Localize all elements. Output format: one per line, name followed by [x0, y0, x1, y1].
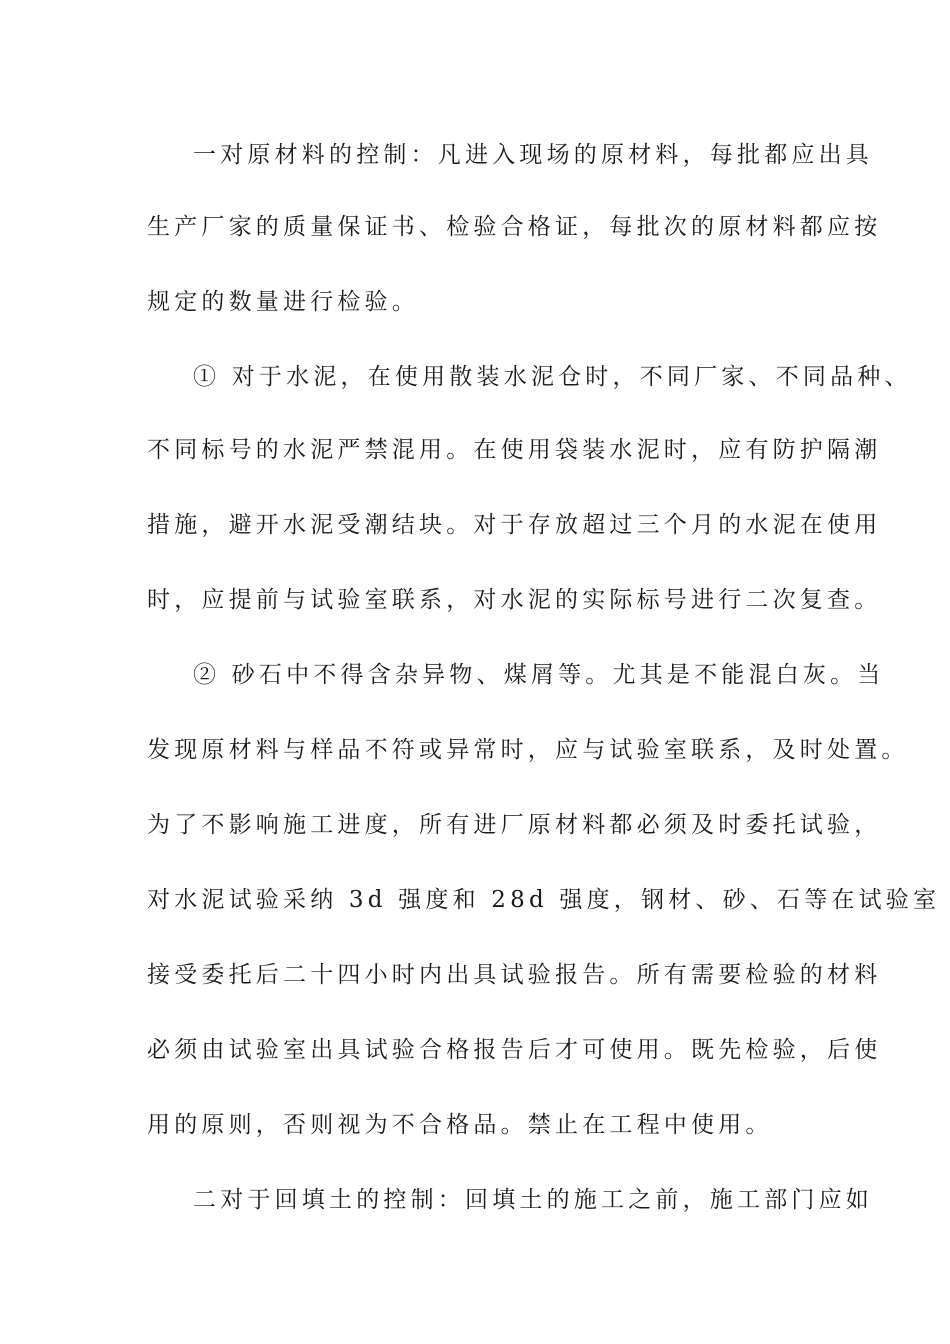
paragraph-1-line-2: 生产厂家的质量保证书、检验合格证，每批次的原材料都应按 — [147, 214, 882, 240]
paragraph-2-line-1: ① 对于水泥，在使用散装水泥仓时，不同厂家、不同品种、 — [193, 364, 912, 390]
paragraph-3-line-1: ② 砂石中不得含杂异物、煤屑等。尤其是不能混白灰。当 — [193, 662, 885, 688]
paragraph-2-line-4: 时，应提前与试验室联系，对水泥的实际标号进行二次复查。 — [147, 587, 882, 613]
paragraph-3-line-6: 必须由试验室出具试验合格报告后才可使用。既先检验，后使 — [147, 1037, 882, 1063]
paragraph-3-line-5: 接受委托后二十四小时内出具试验报告。所有需要检验的材料 — [147, 962, 882, 988]
paragraph-3-line-2: 发现原材料与样品不符或异常时，应与试验室联系，及时处置。 — [147, 737, 909, 763]
paragraph-1-line-3: 规定的数量进行检验。 — [147, 289, 419, 315]
paragraph-1-line-1: 一对原材料的控制：凡进入现场的原材料，每批都应出具 — [193, 142, 873, 168]
paragraph-2-line-3: 措施，避开水泥受潮结块。对于存放超过三个月的水泥在使用 — [147, 512, 882, 538]
paragraph-2-line-2: 不同标号的水泥严禁混用。在使用袋装水泥时，应有防护隔潮 — [147, 437, 882, 463]
paragraph-4-line-1: 二对于回填土的控制：回填土的施工之前，施工部门应如 — [193, 1187, 873, 1213]
paragraph-3-line-7: 用的原则，否则视为不合格品。禁止在工程中使用。 — [147, 1112, 773, 1138]
paragraph-3-line-4: 对水泥试验采纳 3d 强度和 28d 强度，钢材、砂、石等在试验室 — [147, 887, 941, 913]
paragraph-3-line-3: 为了不影响施工进度，所有进厂原材料都必须及时委托试验， — [147, 812, 882, 838]
